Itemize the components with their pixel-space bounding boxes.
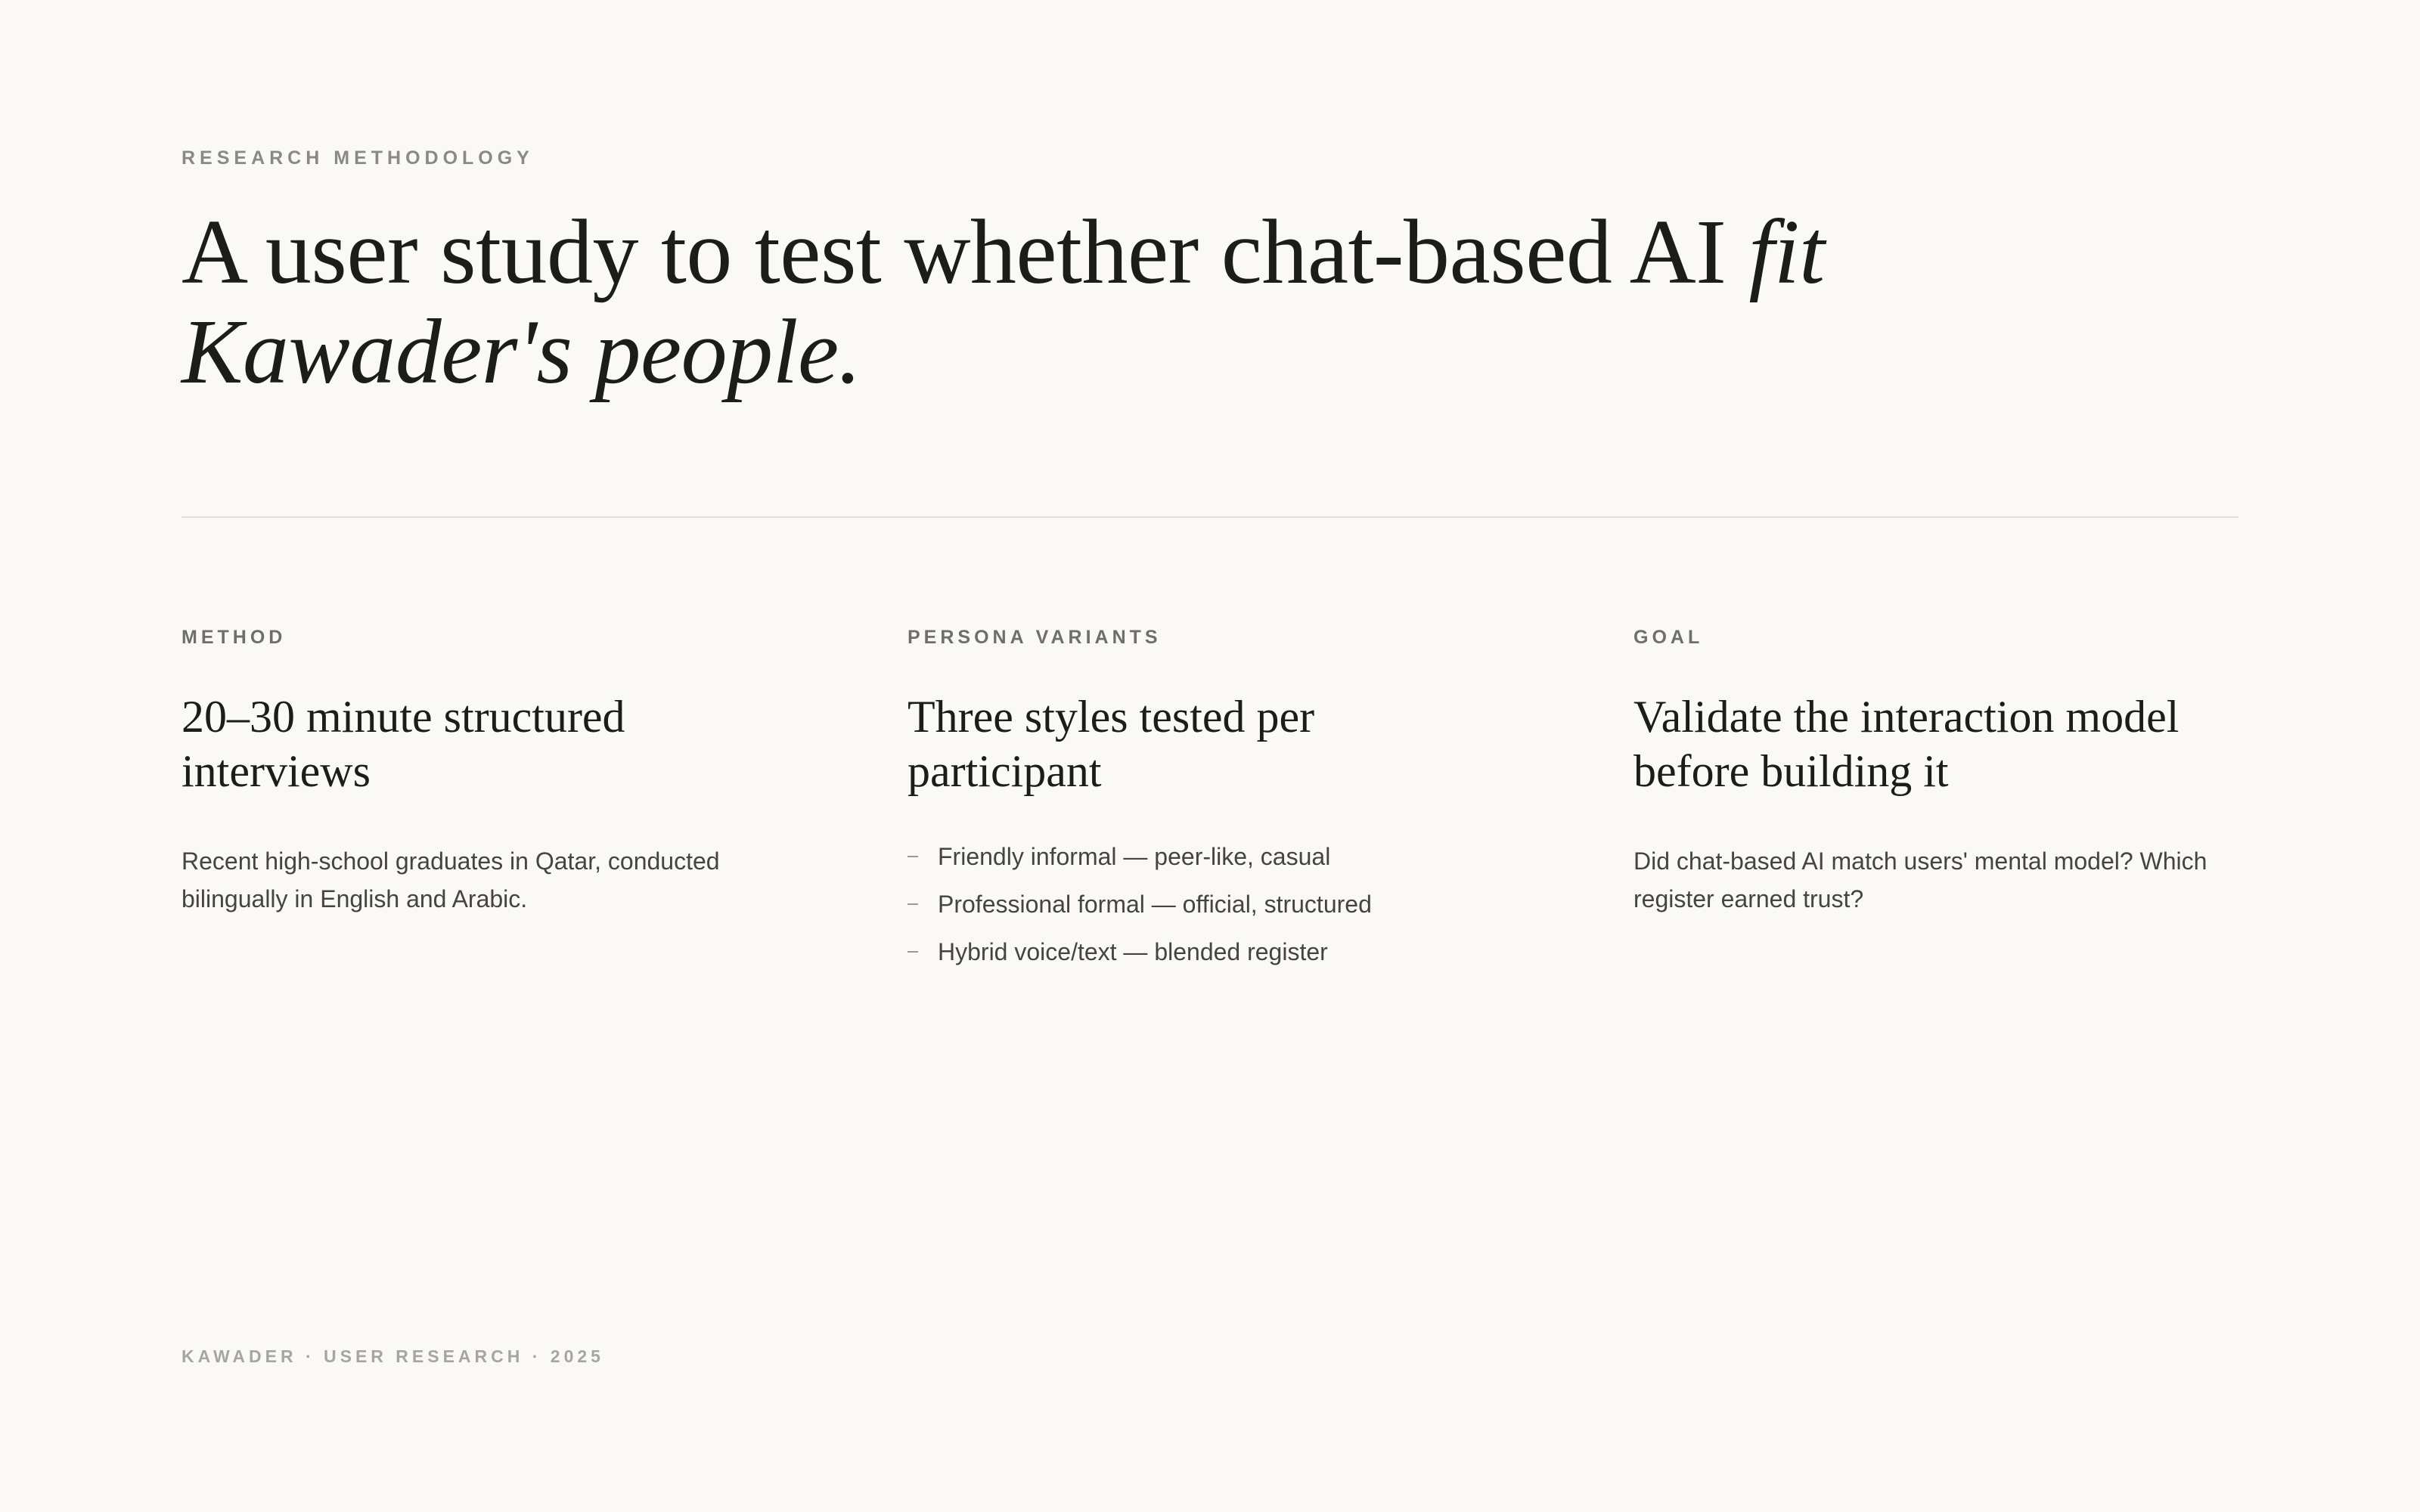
method-body: Recent high-school graduates in Qatar, conducted bilingually in English and Arabic.: [182, 847, 720, 912]
method-title: 20–30 minute structured interviews: [182, 692, 625, 796]
section-eyebrow: RESEARCH METHODOLOGY: [182, 147, 534, 169]
list-item: [908, 885, 1558, 923]
persona-variants-label: PERSONA VARIANTS: [908, 627, 1162, 648]
list-item: [908, 838, 1558, 875]
dash-icon: [908, 903, 918, 905]
list-item-text: Hybrid voice/text — blended register: [938, 938, 1328, 965]
method-label: METHOD: [182, 627, 287, 648]
list-item-text: Friendly informal — peer-like, casual: [938, 843, 1331, 870]
footer-credit: KAWADER · USER RESEARCH · 2025: [182, 1346, 604, 1366]
dash-icon: [908, 856, 918, 857]
list-item: [908, 933, 1558, 971]
goal-title: Validate the interaction model before building it: [1634, 692, 2180, 796]
slide: [182, 0, 2238, 1512]
goal-body: Did chat-based AI match users' mental model? Which register earned trust?: [1634, 847, 2207, 912]
headline-plain: A user study to test whether chat-based AI: [182, 201, 1749, 303]
list-item-text: Professional formal — official, structured: [938, 891, 1372, 918]
persona-variants-column: [908, 626, 1558, 981]
dash-icon: [908, 951, 918, 953]
goal-label: GOAL: [1634, 627, 1704, 648]
persona-variants-title: Three styles tested per participant: [908, 692, 1315, 796]
method-column: [182, 626, 832, 918]
divider: [182, 516, 2238, 518]
page-title: [182, 203, 2072, 402]
headline-italic: fit Kawader's people.: [182, 201, 1825, 403]
persona-variants-list: [908, 838, 1558, 971]
goal-column: [1634, 626, 2284, 918]
